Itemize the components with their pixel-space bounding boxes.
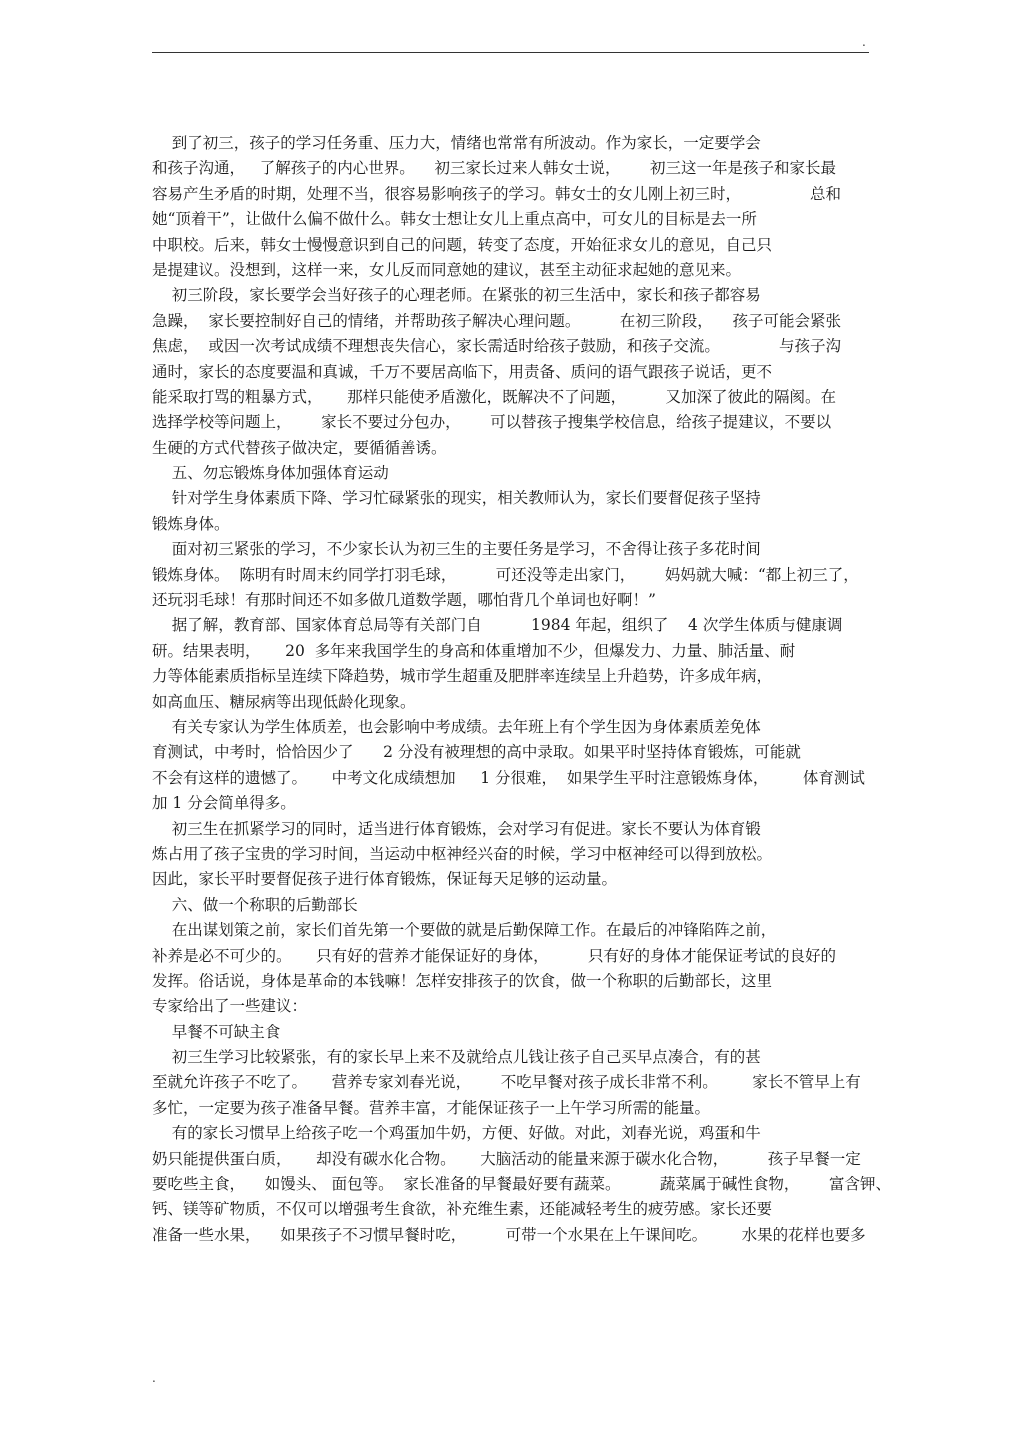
- header-rule: [152, 52, 869, 53]
- text-line: 有关专家认为学生体质差，也会影响中考成绩。去年班上有个学生因为身体素质差免体: [152, 717, 761, 736]
- text-line: 准备一些水果， 如果孩子不习惯早餐时吃， 可带一个水果在上午课间吃。 水果的花样也要多: [152, 1225, 866, 1244]
- text-line: 发挥。俗话说，身体是革命的本钱嘛！怎样安排孩子的饮食，做一个称职的后勤部长，这里: [152, 971, 773, 990]
- text-line: 焦虑， 或因一次考试成绩不理想丧失信心，家长需适时给孩子鼓励，和孩子交流。 与孩子沟: [152, 337, 841, 356]
- text-line: 早餐不可缺主食: [152, 1022, 281, 1041]
- text-line: 育测试，中考时，恰恰因少了 2 分没有被理想的高中录取。如果平时坚持体育锻炼，可能就: [152, 743, 801, 762]
- text-line: 针对学生身体素质下降、学习忙碌紧张的现实，相关教师认为，家长们要督促孩子坚持: [152, 489, 761, 508]
- text-line: 中职校。后来，韩女士慢慢意识到自己的问题，转变了态度，开始征求女儿的意见，自己只: [152, 235, 773, 254]
- text-line: 选择学校等问题上， 家长不要过分包办， 可以替孩子搜集学校信息，给孩子提建议，不要以: [152, 413, 832, 432]
- text-line: 急躁， 家长要控制好自己的情绪，并帮助孩子解决心理问题。 在初三阶段， 孩子可能会紧张: [152, 311, 841, 330]
- text-line: 因此，家长平时要督促孩子进行体育锻炼，保证每天足够的运动量。: [152, 870, 618, 889]
- text-line: 多忙，一定要为孩子准备早餐。营养丰富，才能保证孩子一上午学习所需的能量。: [152, 1098, 711, 1117]
- text-line: 在出谋划策之前，家长们首先第一个要做的就是后勤保障工作。在最后的冲锋陷阵之前，: [152, 921, 777, 940]
- document-body: [152, 131, 891, 1248]
- text-line: 专家给出了一些建议：: [152, 997, 308, 1016]
- text-line: 加 1 分会简单得多。: [152, 794, 296, 813]
- text-line: 力等体能素质指标呈连续下降趋势，城市学生超重及肥胖率连续呈上升趋势，许多成年病，: [152, 667, 773, 686]
- text-line: 不会有这样的遗憾了。 中考文化成绩想加 1 分很难， 如果学生平时注意锻炼身体， 体育测试: [152, 768, 865, 787]
- text-line: 研。结果表明， 20 多年来我国学生的身高和体重增加不少，但爆发力、力量、肺活量、耐: [152, 641, 796, 660]
- text-line: 奶只能提供蛋白质， 却没有碳水化合物。 大脑活动的能量来源于碳水化合物， 孩子早餐一定: [152, 1149, 861, 1168]
- text-line: 面对初三紧张的学习，不少家长认为初三生的主要任务是学习，不舍得让孩子多花时间: [152, 540, 761, 559]
- text-line: 据了解，教育部、国家体育总局等有关部门自 1984 年起，组织了 4 次学生体质与健康调: [152, 616, 843, 635]
- text-line: 到了初三，孩子的学习任务重、压力大，情绪也常常有所波动。作为家长，一定要学会: [152, 134, 761, 152]
- text-line: 能采取打骂的粗暴方式， 那样只能使矛盾激化，既解决不了问题， 又加深了彼此的隔阂。在: [152, 387, 837, 406]
- text-line: 锻炼身体。 陈明有时周末约同学打羽毛球， 可还没等走出家门， 妈妈就大喊：“都上初三了，: [152, 565, 859, 584]
- text-line: 炼占用了孩子宝贵的学习时间，当运动中枢神经兴奋的时候，学习中枢神经可以得到放松。: [152, 844, 773, 863]
- text-line: 初三生在抓紧学习的同时，适当进行体育锻炼，会对学习有促进。家长不要认为体育锻: [152, 819, 761, 838]
- text-line: 锻炼身体。: [152, 514, 230, 533]
- text-line: 是提建议。没想到，这样一来，女儿反而同意她的建议，甚至主动征求起她的意见来。: [152, 260, 742, 279]
- text-line: 和孩子沟通， 了解孩子的内心世界。 初三家长过来人韩女士说， 初三这一年是孩子和家长最: [152, 159, 837, 178]
- text-line: 还玩羽毛球！有那时间还不如多做几道数学题，哪怕背几个单词也好啊！”: [152, 591, 656, 610]
- text-line: 至就允许孩子不吃了。 营养专家刘春光说， 不吃早餐对孩子成长非常不利。 家长不管早上有: [152, 1073, 861, 1092]
- text-line: 有的家长习惯早上给孩子吃一个鸡蛋加牛奶，方便、好做。对此，刘春光说，鸡蛋和牛: [152, 1124, 761, 1143]
- text-line: 通时，家长的态度要温和真诚，千万不要居高临下，用责备、质问的语气跟孩子说话，更不: [152, 362, 773, 381]
- text-line: 容易产生矛盾的时期，处理不当，很容易影响孩子的学习。韩女士的女儿刚上初三时， 总和: [152, 184, 841, 203]
- text-line: 六、做一个称职的后勤部长: [152, 895, 358, 914]
- text-line: 五、勿忘锻炼身体加强体育运动: [152, 464, 389, 483]
- text-line: 初三生学习比较紧张，有的家长早上来不及就给点儿钱让孩子自己买早点凑合，有的甚: [152, 1048, 761, 1067]
- text-line: 钙、镁等矿物质，不仅可以增强考生食欲，补充维生素，还能减轻考生的疲劳感。家长还要: [152, 1200, 773, 1219]
- text-line: 生硬的方式代替孩子做决定，要循循善诱。: [152, 438, 447, 457]
- text-line: 初三阶段，家长要学会当好孩子的心理老师。在紧张的初三生活中，家长和孩子都容易: [152, 286, 761, 305]
- text-line: 补养是必不可少的。 只有好的营养才能保证好的身体， 只有好的身体才能保证考试的良好的: [152, 946, 837, 965]
- footer-dot: .: [152, 1371, 156, 1385]
- header-dot: .: [862, 35, 866, 49]
- text-line: 要吃些主食， 如馒头、 面包等。 家长准备的早餐最好要有蔬菜。 蔬菜属于碱性食物， 富含钾、: [152, 1175, 891, 1194]
- text-line: 她“顶着干”，让做什么偏不做什么。韩女士想让女儿上重点高中，可女儿的目标是去一所: [152, 210, 757, 229]
- text-line: 如高血压、糖尿病等出现低龄化现象。: [152, 692, 416, 711]
